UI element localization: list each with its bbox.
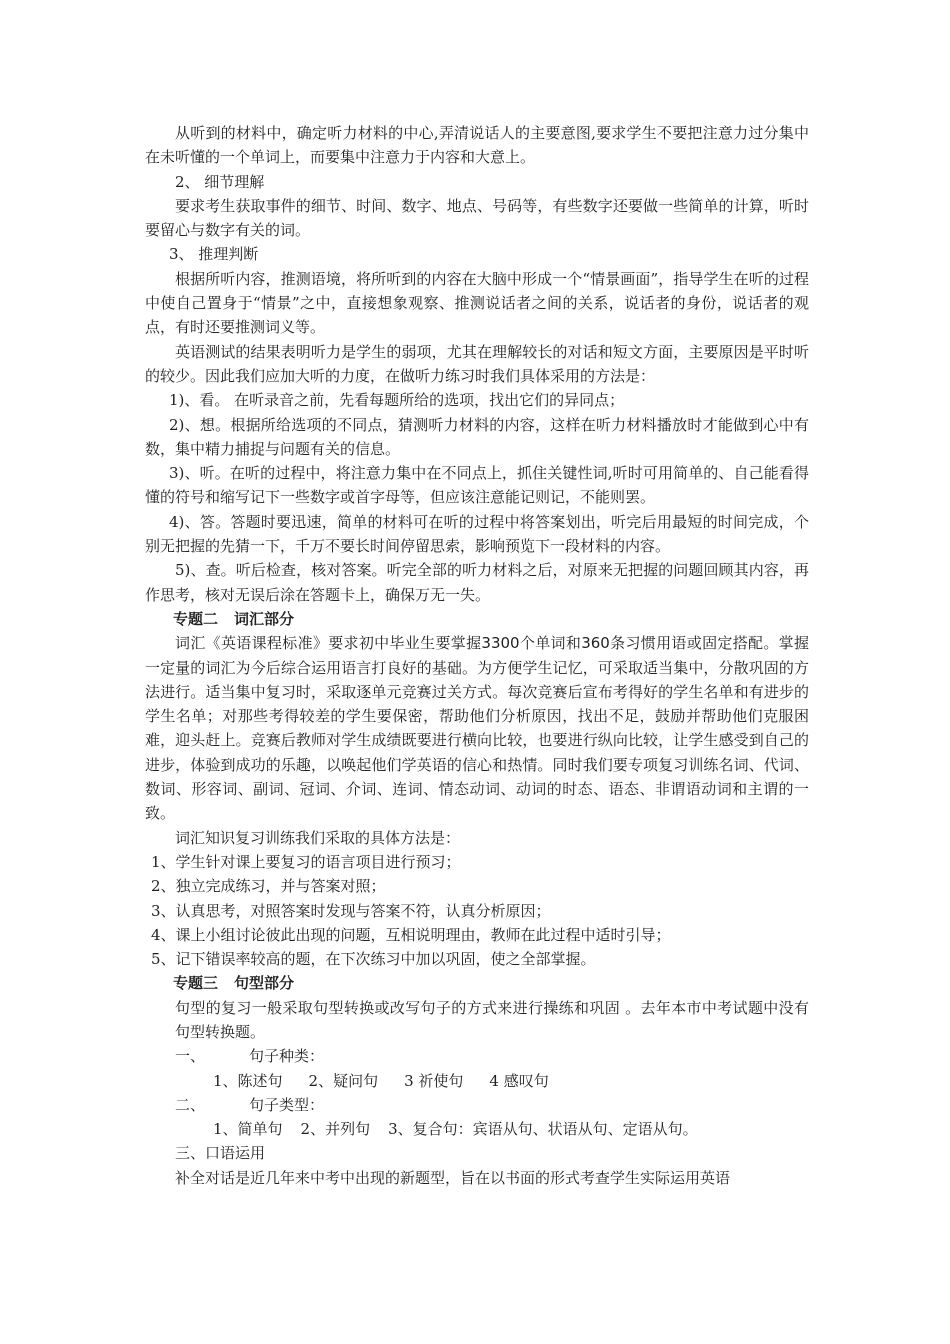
method-check: 5)、查。听后检查，核对答案。听完全部的听力材料之后，对原来无把握的问题回顾其内容，再作思考，核对无误后涂在答题卡上，确保万无一失。 (145, 561, 809, 604)
subheading-inference: 3、 推理判断 (169, 245, 259, 264)
sentence-type: 3、复合句：宾语从句、状语从句、定语从句。 (388, 1120, 698, 1139)
sentence-types-list (145, 1117, 809, 1141)
method-look: 1)、看。 在听录音之前，先看每题所给的选项，找出它们的异同点； (169, 391, 625, 410)
sentence-kinds-title: 句子种类： (249, 1047, 325, 1066)
sentence-types-number: 二、 (175, 1095, 206, 1114)
sentence-kind: 3 祈使句 (404, 1071, 464, 1090)
topic2-step: 1、学生针对课上要复习的语言项目进行预习； (151, 852, 461, 871)
method-think: 2)、想。根据所给选项的不同点，猜测听力材料的内容，这样在听力材料播放时才能做到心中有数，集中精力捕捉与问题有关的信息。 (145, 415, 809, 458)
topic2-step: 5、记下错误率较高的题，在下次练习中加以巩固，使之全部掌握。 (151, 950, 596, 969)
subheading-detail: 2、 细节理解 (175, 172, 265, 191)
method-listen: 3)、听。在听的过程中，将注意力集中在不同点上，抓住关键性词,听时可用简单的、自己能看得懂的符号和缩写记下一些数字或首字母等，但应该注意能记则记，不能则罢。 (145, 464, 809, 507)
sentence-kind: 4 感叹句 (489, 1071, 549, 1090)
topic3-body: 句型的复习一般采取句型转换或改写句子的方式来进行操练和巩固 。去年本市中考试题中没有句型转换题。 (175, 998, 809, 1041)
sentence-types-title: 句子类型： (249, 1095, 325, 1114)
sentence-kinds-heading (145, 1044, 809, 1068)
oral-usage-paragraph: 补全对话是近几年来中考中出现的新题型，旨在以书面的形式考查学生实际运用英语 (175, 1168, 731, 1187)
paragraph-main-idea: 从听到的材料中，确定听力材料的中心,弄清说话人的主要意图,要求学生不要把注意力过分集中在未听懂的一个单词上，而要集中注意力于内容和大意上。 (145, 124, 809, 167)
sentence-type: 1、简单句 (213, 1120, 283, 1139)
sentence-kind: 2、疑问句 (308, 1071, 379, 1090)
topic2-intro: 词汇知识复习训练我们采取的具体方法是： (175, 828, 461, 847)
topic2-heading (145, 607, 809, 631)
topic2-step: 3、认真思考，对照答案时发现与答案不符，认真分析原因； (151, 901, 551, 920)
topic2-step: 4、课上小组讨论彼此出现的问题，互相说明理由，教师在此过程中适时引导； (151, 925, 671, 944)
sentence-kinds-list (145, 1069, 809, 1093)
sentence-type: 2、并列句 (300, 1120, 371, 1139)
topic3-heading (145, 971, 809, 995)
paragraph-inference: 根据所听内容，推测语境，将所听到的内容在大脑中形成一个“情景画面”，指导学生在听的过程中使自己置身于“情景”之中，直接想象观察、推测说话者之间的关系，说话者的身份，说话者的观点，有时还要推测词义等。 (145, 269, 809, 337)
sentence-types-heading (145, 1093, 809, 1117)
topic2-body: 词汇《英语课程标准》要求初中毕业生要掌握3300个单词和360条习惯用语或固定搭配。掌握一定量的词汇为今后综合运用语言打良好的基础。为方便学生记忆，可采取适当集中，分散巩固的方法进行。适当集中复习时，采取逐单元竞赛过关方式。每次竞赛后宣布考得好的学生名单和有进步的学生名单；对那些考得较差的学生要保密，帮助他们分析原因，找出不足，鼓励并帮助他们克服困难，迎头赶上。竞赛后教师对学生成绩既要进行横向比较，也要进行纵向比较，让学生感受到自己的进步，体验到成功的乐趣，以唤起他们学英语的信心和热情。同时我们要专项复习训练名词、代词、数词、形容词、副词、冠词、介词、连词、情态动词、动词的时态、语态、非谓语动词和主谓的一致。 (145, 634, 809, 823)
topic2-heading-title: 词汇部分 (234, 609, 295, 628)
topic2-step: 2、独立完成练习，并与答案对照； (151, 877, 386, 896)
paragraph-listening-weakness: 英语测试的结果表明听力是学生的弱项，尤其在理解较长的对话和短文方面，主要原因是平时听的较少。因此我们应加大听的力度，在做听力练习时我们具体采用的方法是： (145, 342, 809, 385)
oral-usage-heading: 三、口语运用 (175, 1144, 266, 1163)
paragraph-detail: 要求考生获取事件的细节、时间、数字、地点、号码等，有些数字还要做一些简单的计算，听时要留心与数字有关的词。 (145, 196, 809, 240)
document-body (145, 121, 809, 1190)
topic2-heading-number: 专题二 (173, 609, 219, 628)
sentence-kind: 1、陈述句 (213, 1071, 283, 1090)
method-answer: 4)、答。答题时要迅速，简单的材料可在听的过程中将答案划出，听完后用最短的时间完成，个别无把握的先猜一下，千万不要长时间停留思索，影响预览下一段材料的内容。 (145, 512, 809, 556)
topic3-heading-number: 专题三 (173, 974, 219, 993)
sentence-kinds-number: 一、 (175, 1047, 206, 1066)
topic3-heading-title: 句型部分 (234, 974, 295, 993)
